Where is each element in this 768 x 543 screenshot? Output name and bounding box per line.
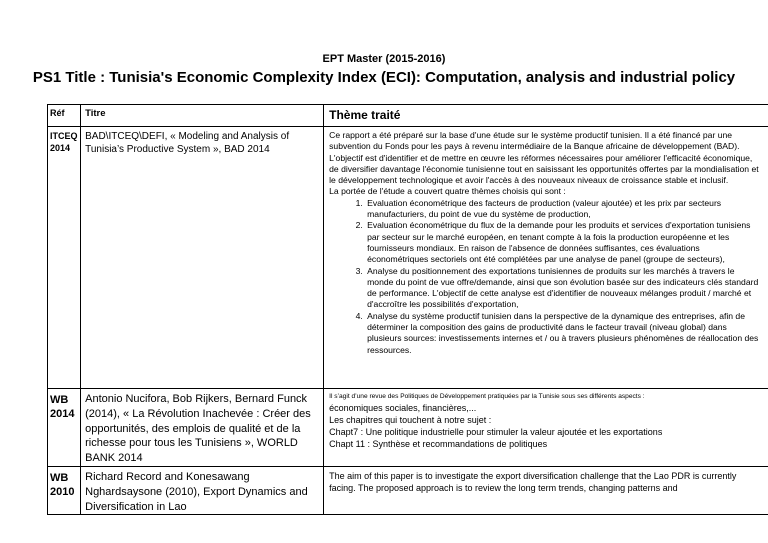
theme-cell (324, 127, 768, 389)
ref-source: WB (50, 394, 69, 406)
theme-line: Chapt 11 : Synthèse et recommandations de politiques (329, 439, 548, 449)
theme-line: Chapt7 : Une politique industrielle pour stimuler la valeur ajoutée et les exportations (329, 427, 663, 437)
titre-cell: BAD\ITCEQ\DEFI, « Modeling and Analysis of Tunisia’s Productive System », BAD 2014 (81, 127, 324, 389)
theme-list (329, 198, 763, 356)
theme-scope: La portée de l'étude a couvert quatre thèmes choisis qui sont : (329, 186, 566, 197)
theme-line: économiques sociales, financières,... (329, 403, 477, 413)
column-header-ref: Réf (48, 105, 81, 127)
table-row (48, 127, 768, 389)
document-header (0, 52, 768, 87)
document-subtitle: EPT Master (2015-2016) (322, 53, 446, 65)
column-header-theme: Thème traité (324, 105, 768, 127)
ref-cell (48, 389, 81, 467)
theme-line: Les chapitres qui touchent à notre sujet : (329, 415, 492, 425)
titre-cell: Antonio Nucifora, Bob Rijkers, Bernard Funck (2014), « La Révolution Inachevée : Créer des opportunités, des emplois de qualité et de la richesse pour tous les Tunisiens », WORLD BANK 2014 (81, 389, 324, 467)
theme-cell (324, 389, 768, 467)
theme-intro-small: Il s’agit d’une revue des Politiques de Développement pratiquées par la Tunisie sous ses différents aspects : (329, 393, 645, 400)
document-title: PS1 Title : Tunisia's Economic Complexity Index (ECI): Computation, analysis and industrial policy (32, 69, 736, 86)
titre-cell: Richard Record and Konesawang Nghardsaysone (2010), Export Dynamics and Diversification in Lao (81, 466, 324, 514)
list-item: 2. Evaluation économétrique du flux de la demande pour les produits et services d'exportation tunisiens par secteur sur le marché européen, en tenant compte à la fois la production européenne et les fournisseurs mondiaux. En raison de l'absence de données suffisantes, ces évaluations économétriques sectoriels ont été complétées par une analyse de panel (groupe de secteurs), (365, 220, 763, 265)
ref-year: 2010 (50, 485, 75, 498)
list-item: 1. Evaluation économétrique des facteurs de production (valeur ajoutée) et les prix par secteurs manufacturiers, du point de vue du système de production, (365, 198, 763, 221)
ref-year: 2014 (50, 408, 75, 420)
ref-cell (48, 127, 81, 389)
list-item: 4. Analyse du système productif tunisien dans la perspective de la dynamique des entreprises, afin de déterminer la composition des gains de productivité dans le facteur travail (niveau global) dans plusieurs sources: investissements internes et / ou à travers plusieurs phénomènes de réallocation des ressources. (365, 311, 763, 356)
table-header-row (48, 105, 768, 127)
ref-year: 2014 (50, 143, 71, 153)
theme-intro: Ce rapport a été préparé sur la base d'une étude sur le système productif tunisien. Il a été financé par une subvention du Fonds pour les pays à revenu intermédiaire de la Banque africaine de développement (BAD). L'objectif est d'identifier et de mettre en œuvre les réformes nécessaires pour améliorer l'efficacité économique, de diversifier davantage l'économie tunisienne tout en saisissant les opportunités offertes par la mondialisation et le développement technologique et avoir l'accès à des nouveaux niveaux de croissance stable et inclusif. (329, 130, 759, 186)
ref-source: ITCEQ (50, 131, 78, 141)
theme-cell: The aim of this paper is to investigate the export diversification challenge that the Lao PDR is currently facing. The proposed approach is to review the long term trends, changing patterns and (324, 466, 768, 514)
ref-cell (48, 466, 81, 514)
table-row (48, 466, 768, 514)
ref-source: WB (50, 471, 69, 484)
list-item: 3. Analyse du positionnement des exportations tunisiennes de produits sur les marchés à travers le monde du point de vue offre/demande, ainsi que son évolution basée sur des indicateurs clés standard de performance. L'objectif de cette analyse est d'identifier de nouveaux mélanges produit / marché et d'accroître les possibilités d'exportation, (365, 266, 763, 311)
column-header-titre: Titre (81, 105, 324, 127)
reference-table (47, 104, 768, 515)
table-row (48, 389, 768, 467)
